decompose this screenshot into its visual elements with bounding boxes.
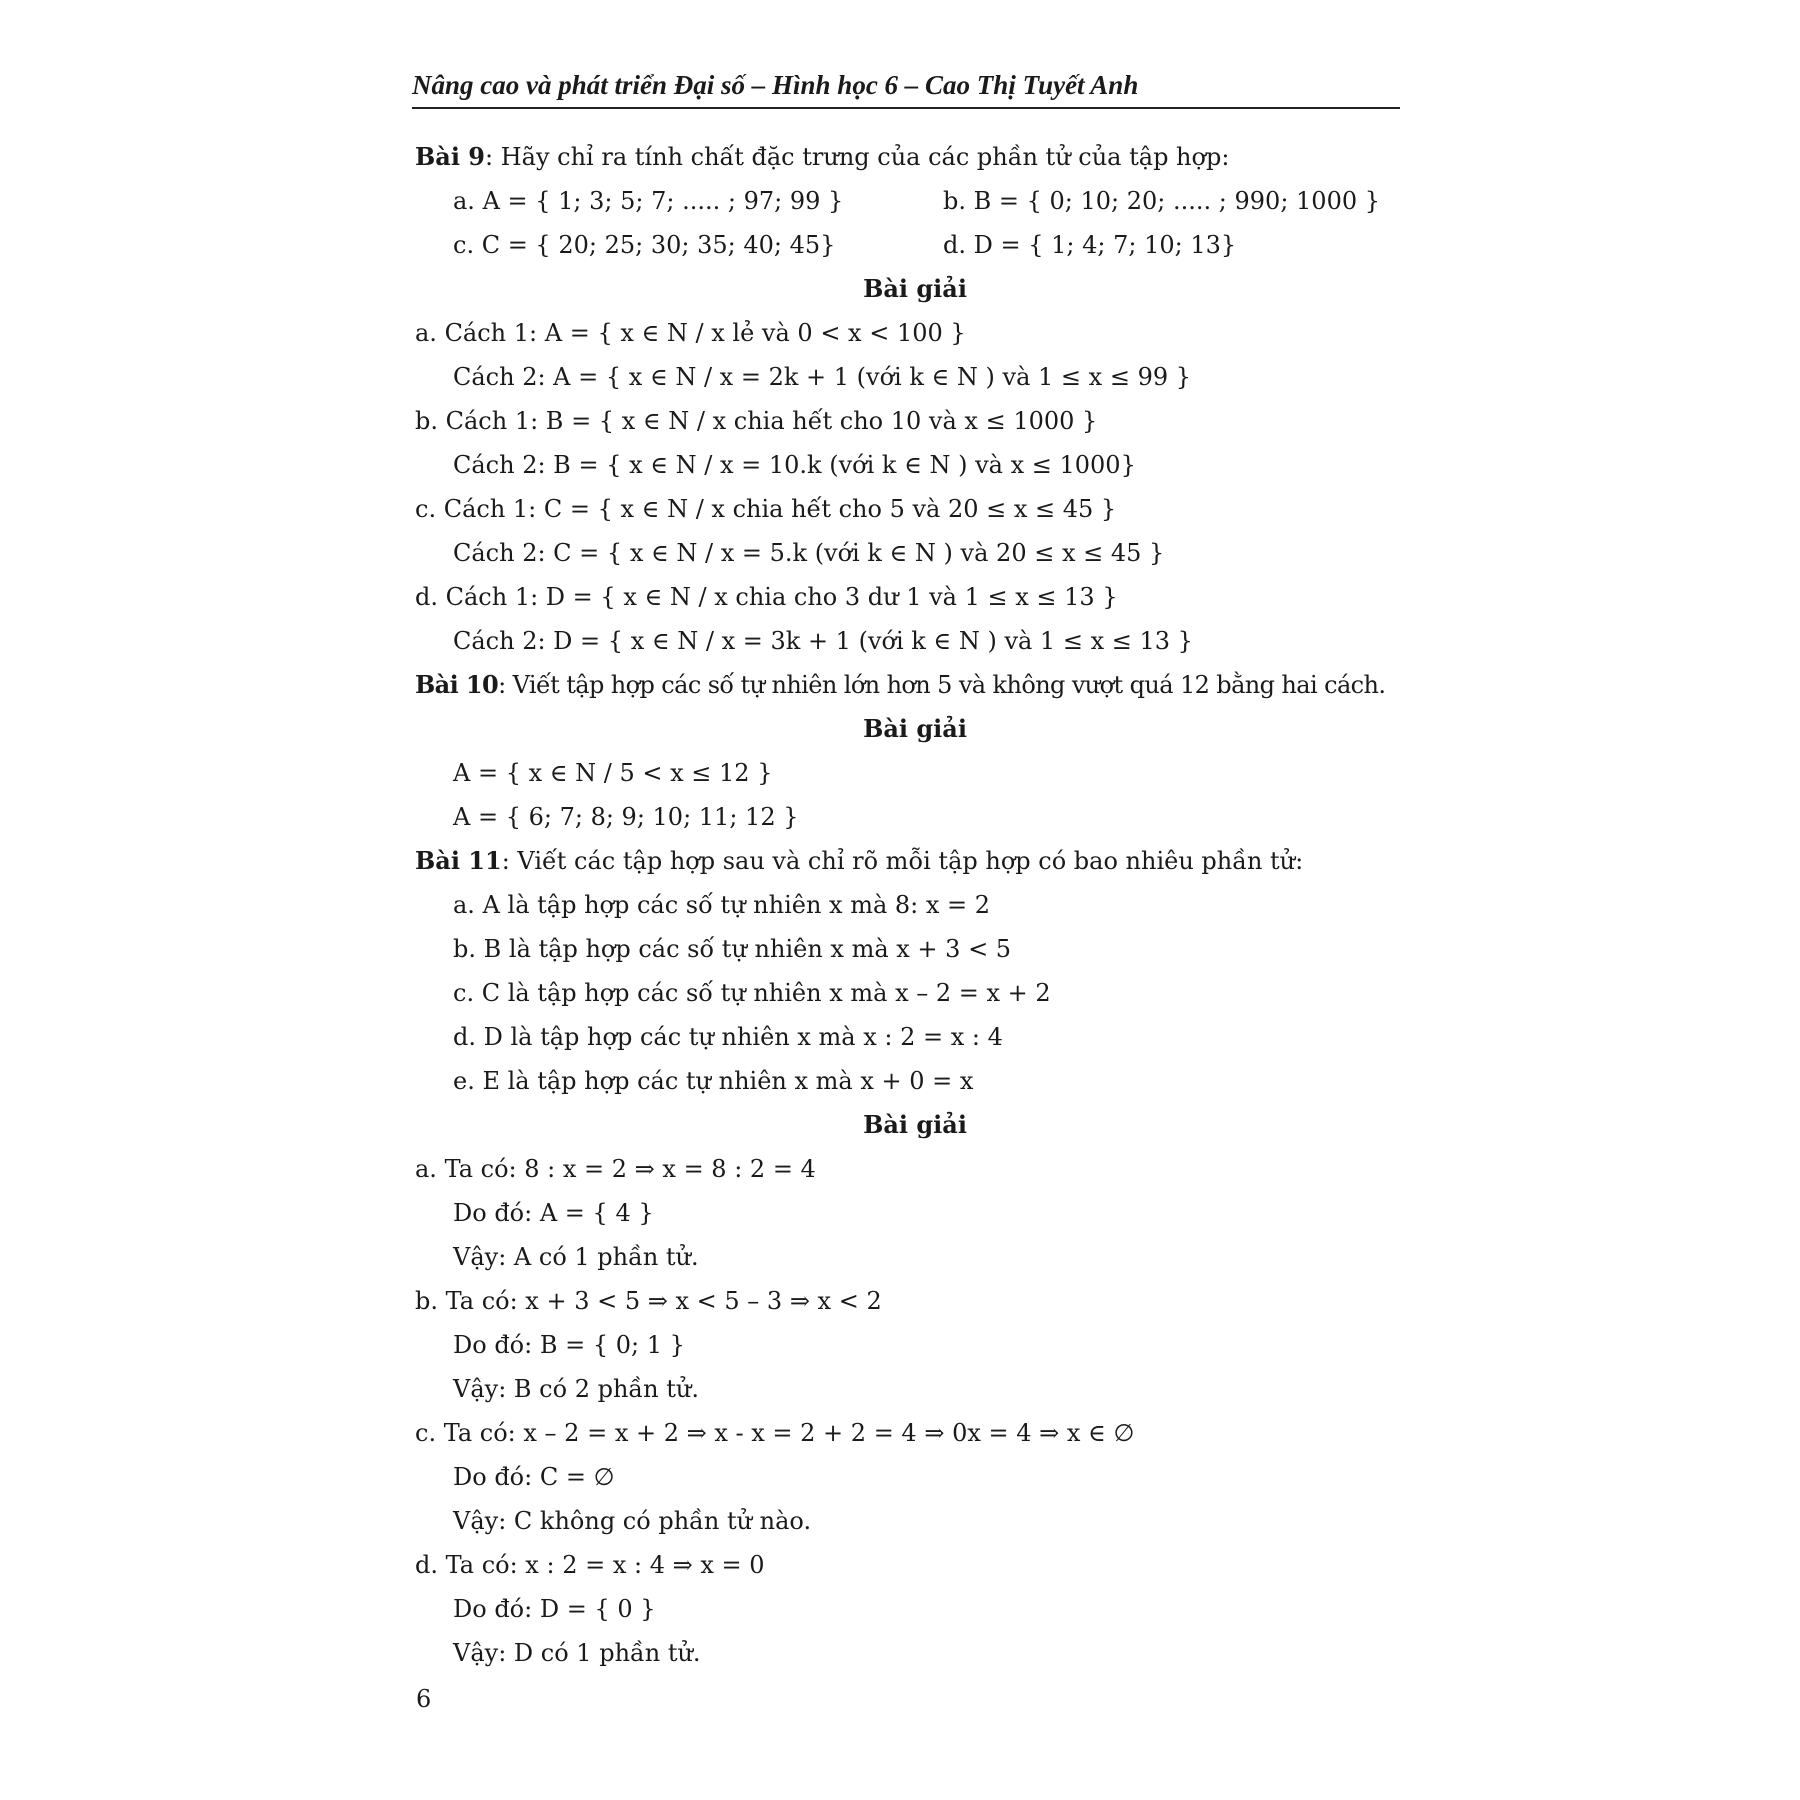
problem-item-row	[415, 223, 1415, 267]
solution-line: Do đó: B = { 0; 1 }	[453, 1331, 685, 1359]
problem-question: : Viết tập hợp các số tự nhiên lớn hơn 5 và không vượt quá 12 bằng hai cách.	[498, 671, 1386, 699]
problem-10	[415, 663, 1415, 707]
solution-line: b. Ta có: x + 3 < 5 ⇒ x < 5 – 3 ⇒ x < 2	[415, 1287, 882, 1315]
problem-question: : Hãy chỉ ra tính chất đặc trưng của các phần tử của tập hợp:	[485, 143, 1230, 171]
solution-line: d. Cách 1: D = { x ∈ N / x chia cho 3 dư 1 và 1 ≤ x ≤ 13 }	[415, 583, 1118, 611]
problem-item: b. B là tập hợp các số tự nhiên x mà x + 3 < 5	[453, 935, 1012, 963]
problem-label: Bài 9	[415, 142, 486, 171]
problem-item: d. D là tập hợp các tự nhiên x mà x : 2 = x : 4	[453, 1023, 1003, 1051]
solution-line: A = { x ∈ N / 5 < x ≤ 12 }	[453, 759, 773, 787]
solution-title: Bài giải	[863, 274, 967, 303]
solution-line: Cách 2: B = { x ∈ N / x = 10.k (với k ∈ N ) và x ≤ 1000}	[453, 451, 1136, 479]
solution-line: Do đó: C = ∅	[453, 1463, 615, 1491]
solution-line: c. Cách 1: C = { x ∈ N / x chia hết cho 5 và 20 ≤ x ≤ 45 }	[415, 495, 1117, 523]
problem-item: d. D = { 1; 4; 7; 10; 13}	[943, 231, 1237, 259]
solution-line: A = { 6; 7; 8; 9; 10; 11; 12 }	[453, 803, 799, 831]
solution-line: Vậy: D có 1 phần tử.	[453, 1639, 701, 1667]
problem-item: c. C = { 20; 25; 30; 35; 40; 45}	[453, 231, 836, 259]
solution-line: Do đó: D = { 0 }	[453, 1595, 656, 1623]
solution-line: c. Ta có: x – 2 = x + 2 ⇒ x - x = 2 + 2 = 4 ⇒ 0x = 4 ⇒ x ∈ ∅	[415, 1419, 1135, 1447]
problem-question: : Viết các tập hợp sau và chỉ rõ mỗi tập hợp có bao nhiêu phần tử:	[501, 847, 1304, 875]
solution-title: Bài giải	[863, 1110, 967, 1139]
problem-item: e. E là tập hợp các tự nhiên x mà x + 0 = x	[453, 1067, 974, 1095]
solution-line: Vậy: A có 1 phần tử.	[453, 1243, 699, 1271]
solution-line: b. Cách 1: B = { x ∈ N / x chia hết cho 10 và x ≤ 1000 }	[415, 407, 1098, 435]
solution-line: Cách 2: A = { x ∈ N / x = 2k + 1 (với k ∈ N ) và 1 ≤ x ≤ 99 }	[453, 363, 1191, 391]
problem-label: Bài 10	[415, 670, 499, 699]
solution-line: Vậy: C không có phần tử nào.	[453, 1507, 812, 1535]
problem-item: b. B = { 0; 10; 20; ..... ; 990; 1000 }	[943, 187, 1381, 215]
solution-line: Do đó: A = { 4 }	[453, 1199, 654, 1227]
problem-item-row	[415, 179, 1415, 223]
solution-line: a. Cách 1: A = { x ∈ N / x lẻ và 0 < x < 100 }	[415, 319, 966, 347]
page-header	[412, 70, 1400, 109]
problem-item: a. A = { 1; 3; 5; 7; ..... ; 97; 99 }	[453, 187, 844, 215]
solution-line: Cách 2: D = { x ∈ N / x = 3k + 1 (với k ∈ N ) và 1 ≤ x ≤ 13 }	[453, 627, 1193, 655]
solution-line: d. Ta có: x : 2 = x : 4 ⇒ x = 0	[415, 1551, 765, 1579]
page-number: 6	[416, 1685, 432, 1713]
page-content	[415, 135, 1415, 1675]
problem-11	[415, 839, 1415, 883]
solution-line: Cách 2: C = { x ∈ N / x = 5.k (với k ∈ N ) và 20 ≤ x ≤ 45 }	[453, 539, 1165, 567]
problem-label: Bài 11	[415, 846, 502, 875]
solution-line: a. Ta có: 8 : x = 2 ⇒ x = 8 : 2 = 4	[415, 1155, 816, 1183]
problem-9	[415, 135, 1415, 179]
solution-line: Vậy: B có 2 phần tử.	[453, 1375, 699, 1403]
problem-item: a. A là tập hợp các số tự nhiên x mà 8: x = 2	[453, 891, 991, 919]
solution-title: Bài giải	[863, 714, 967, 743]
header-title: Nâng cao và phát triển Đại số – Hình học 6 – Cao Thị Tuyết Anh	[412, 70, 1139, 100]
problem-item: c. C là tập hợp các số tự nhiên x mà x – 2 = x + 2	[453, 979, 1051, 1007]
